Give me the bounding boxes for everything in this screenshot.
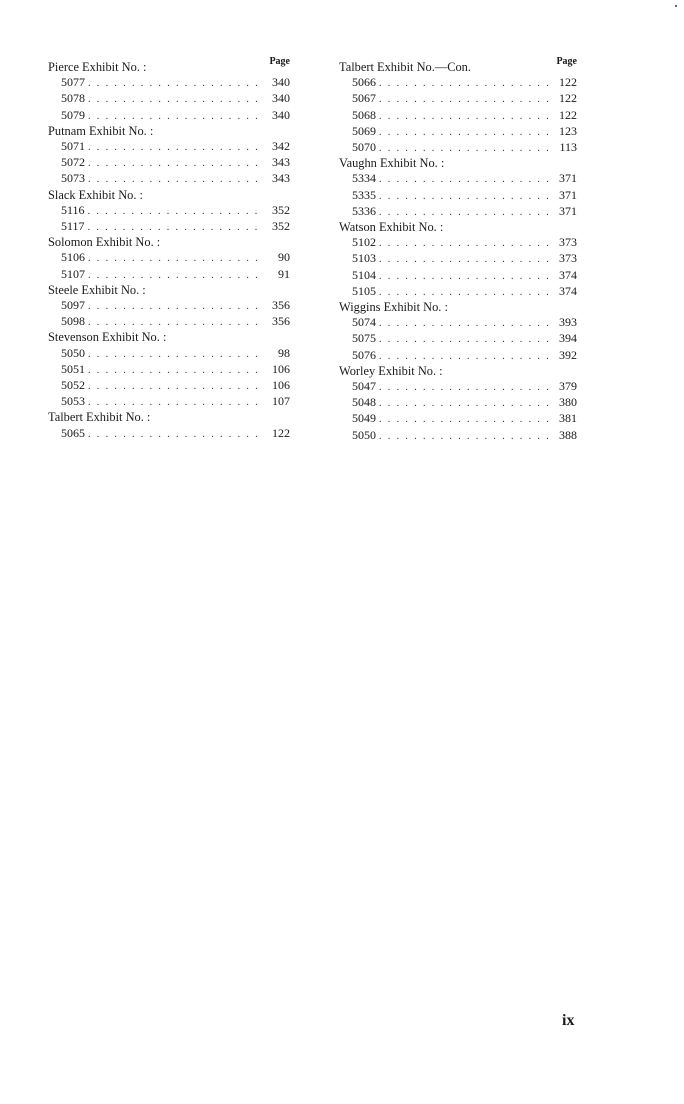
page-number: 98 bbox=[278, 345, 290, 360]
page-number: 342 bbox=[272, 139, 290, 154]
dot-leader bbox=[379, 252, 549, 267]
page-number: 107 bbox=[272, 394, 290, 409]
exhibit-entry bbox=[339, 171, 577, 187]
dot-leader bbox=[88, 109, 262, 124]
exhibit-group-title: Putnam Exhibit No. : bbox=[48, 123, 154, 138]
exhibit-number: 5105 bbox=[352, 283, 376, 298]
exhibit-entry bbox=[48, 346, 290, 362]
page-number: 356 bbox=[272, 314, 290, 329]
page-column-header: Page bbox=[269, 56, 290, 67]
exhibit-group-title: Wiggins Exhibit No. : bbox=[339, 300, 448, 315]
exhibit-number: 5116 bbox=[61, 202, 85, 217]
page-number: 343 bbox=[272, 171, 290, 186]
dot-leader bbox=[379, 92, 549, 107]
exhibit-number: 5077 bbox=[61, 75, 85, 90]
exhibit-entry bbox=[48, 155, 290, 171]
exhibit-entry bbox=[48, 91, 290, 107]
page-number: 113 bbox=[559, 140, 577, 155]
exhibit-entry bbox=[339, 124, 577, 140]
exhibit-entry bbox=[339, 140, 577, 156]
page-number: 123 bbox=[559, 123, 577, 138]
exhibit-number: 5335 bbox=[352, 187, 376, 202]
exhibit-entry bbox=[339, 331, 577, 347]
exhibit-number: 5106 bbox=[61, 250, 85, 265]
dot-leader bbox=[379, 172, 549, 187]
page-number: 106 bbox=[272, 378, 290, 393]
exhibit-entry bbox=[48, 250, 290, 266]
dot-leader bbox=[379, 429, 549, 444]
page-number: 356 bbox=[272, 298, 290, 313]
exhibit-entry bbox=[48, 378, 290, 394]
page-number: 380 bbox=[559, 395, 577, 410]
page-number: 374 bbox=[559, 267, 577, 282]
dot-leader bbox=[379, 189, 549, 204]
exhibit-entry bbox=[339, 268, 577, 284]
dot-leader bbox=[88, 379, 262, 394]
exhibit-group-title: Stevenson Exhibit No. : bbox=[48, 330, 167, 345]
page-number: 340 bbox=[272, 75, 290, 90]
dot-leader bbox=[88, 363, 262, 378]
exhibit-number: 5050 bbox=[61, 345, 85, 360]
page-number: 122 bbox=[559, 91, 577, 106]
exhibit-number: 5047 bbox=[352, 379, 376, 394]
page-number: 91 bbox=[278, 266, 290, 281]
exhibit-number: 5053 bbox=[61, 394, 85, 409]
dot-leader bbox=[88, 140, 262, 155]
page-number: 373 bbox=[559, 235, 577, 250]
page-number: 343 bbox=[272, 155, 290, 170]
exhibit-group-title: Pierce Exhibit No. : bbox=[48, 60, 147, 74]
exhibit-entry bbox=[48, 171, 290, 187]
exhibit-number: 5076 bbox=[352, 347, 376, 362]
dot-leader bbox=[88, 220, 262, 235]
exhibit-number: 5073 bbox=[61, 171, 85, 186]
exhibit-number: 5070 bbox=[352, 140, 376, 155]
exhibit-number: 5075 bbox=[352, 331, 376, 346]
exhibit-number: 5104 bbox=[352, 267, 376, 282]
exhibit-entry bbox=[339, 75, 577, 91]
exhibit-entry bbox=[339, 379, 577, 395]
exhibit-number: 5071 bbox=[61, 139, 85, 154]
page-number: 388 bbox=[559, 427, 577, 442]
dot-leader bbox=[88, 204, 262, 219]
dot-leader bbox=[379, 412, 549, 427]
page-number: 392 bbox=[559, 347, 577, 362]
exhibit-entry bbox=[48, 139, 290, 155]
dot-leader bbox=[379, 76, 549, 91]
page-number: 371 bbox=[559, 203, 577, 218]
exhibit-entry bbox=[339, 348, 577, 364]
page-number: 374 bbox=[559, 283, 577, 298]
exhibit-entry bbox=[339, 91, 577, 107]
dot-leader bbox=[379, 285, 549, 300]
exhibit-group-title: Vaughn Exhibit No. : bbox=[339, 156, 445, 171]
exhibit-entry bbox=[48, 362, 290, 378]
index-column-left bbox=[48, 57, 290, 442]
exhibit-number: 5079 bbox=[61, 107, 85, 122]
exhibit-group-title: Talbert Exhibit No.—Con. bbox=[339, 60, 471, 74]
exhibit-number: 5050 bbox=[352, 427, 376, 442]
exhibit-number: 5068 bbox=[352, 107, 376, 122]
page-number: 381 bbox=[559, 411, 577, 426]
page-number: 373 bbox=[559, 251, 577, 266]
exhibit-groups bbox=[339, 60, 577, 444]
page-number: 106 bbox=[272, 361, 290, 376]
exhibit-entry bbox=[339, 395, 577, 411]
exhibit-entry bbox=[48, 394, 290, 410]
exhibit-number: 5052 bbox=[61, 378, 85, 393]
exhibit-entry bbox=[339, 315, 577, 331]
dot-leader bbox=[379, 205, 549, 220]
exhibit-entry bbox=[339, 204, 577, 220]
exhibit-entry bbox=[48, 203, 290, 219]
dot-leader bbox=[379, 349, 549, 364]
exhibit-number: 5334 bbox=[352, 171, 376, 186]
dot-leader bbox=[379, 125, 549, 140]
dot-leader bbox=[88, 299, 262, 314]
exhibit-entry bbox=[48, 314, 290, 330]
dot-leader bbox=[379, 396, 549, 411]
dot-leader bbox=[88, 76, 262, 91]
dot-leader bbox=[88, 172, 262, 187]
exhibit-number: 5098 bbox=[61, 314, 85, 329]
exhibit-entry bbox=[339, 428, 577, 444]
exhibit-number: 5072 bbox=[61, 155, 85, 170]
dot-leader bbox=[88, 251, 262, 266]
exhibit-entry bbox=[48, 267, 290, 283]
exhibit-group-title: Worley Exhibit No. : bbox=[339, 363, 443, 378]
dot-leader bbox=[379, 332, 549, 347]
exhibit-entry bbox=[339, 235, 577, 251]
exhibit-group-title: Talbert Exhibit No. : bbox=[48, 410, 151, 425]
exhibit-number: 5107 bbox=[61, 266, 85, 281]
dot-leader bbox=[88, 156, 262, 171]
exhibit-number: 5051 bbox=[61, 361, 85, 376]
exhibit-group-title: Watson Exhibit No. : bbox=[339, 220, 444, 235]
page-number: 394 bbox=[559, 331, 577, 346]
exhibit-entry bbox=[339, 188, 577, 204]
dot-leader bbox=[379, 141, 549, 156]
exhibit-group-title: Solomon Exhibit No. : bbox=[48, 235, 161, 250]
dot-leader bbox=[379, 269, 549, 284]
exhibit-number: 5069 bbox=[352, 123, 376, 138]
exhibit-entry bbox=[48, 298, 290, 314]
print-speck bbox=[675, 5, 677, 7]
exhibit-number: 5078 bbox=[61, 91, 85, 106]
page-number: 122 bbox=[272, 425, 290, 440]
exhibit-number: 5065 bbox=[61, 425, 85, 440]
dot-leader bbox=[88, 395, 262, 410]
exhibit-number: 5048 bbox=[352, 395, 376, 410]
page-number: 90 bbox=[278, 250, 290, 265]
exhibit-group-title: Steele Exhibit No. : bbox=[48, 282, 146, 297]
exhibit-number: 5097 bbox=[61, 298, 85, 313]
exhibit-entry bbox=[339, 108, 577, 124]
page-number: 371 bbox=[559, 171, 577, 186]
exhibit-number: 5117 bbox=[61, 219, 85, 234]
page-folio: ix bbox=[562, 1012, 575, 1029]
page-number: 340 bbox=[272, 91, 290, 106]
dot-leader bbox=[379, 380, 549, 395]
exhibit-entry bbox=[48, 108, 290, 124]
exhibit-entry bbox=[339, 284, 577, 300]
index-column-right bbox=[339, 57, 577, 444]
dot-leader bbox=[88, 315, 262, 330]
dot-leader bbox=[88, 427, 262, 442]
exhibit-entry bbox=[339, 251, 577, 267]
exhibit-entry bbox=[48, 75, 290, 91]
page-number: 393 bbox=[559, 315, 577, 330]
exhibit-groups bbox=[48, 60, 290, 442]
page-number: 379 bbox=[559, 379, 577, 394]
page-column-header: Page bbox=[556, 56, 577, 67]
dot-leader bbox=[379, 236, 549, 251]
exhibit-entry bbox=[339, 411, 577, 427]
dot-leader bbox=[379, 316, 549, 331]
page-number: 340 bbox=[272, 107, 290, 122]
exhibit-number: 5103 bbox=[352, 251, 376, 266]
page-number: 122 bbox=[559, 107, 577, 122]
page-number: 371 bbox=[559, 187, 577, 202]
page-number: 352 bbox=[272, 219, 290, 234]
exhibit-number: 5074 bbox=[352, 315, 376, 330]
exhibit-number: 5102 bbox=[352, 235, 376, 250]
exhibit-number: 5067 bbox=[352, 91, 376, 106]
page-number: 122 bbox=[559, 75, 577, 90]
page-number: 352 bbox=[272, 202, 290, 217]
exhibit-number: 5336 bbox=[352, 203, 376, 218]
exhibit-number: 5049 bbox=[352, 411, 376, 426]
dot-leader bbox=[88, 92, 262, 107]
dot-leader bbox=[379, 109, 549, 124]
dot-leader bbox=[88, 268, 262, 283]
exhibit-number: 5066 bbox=[352, 75, 376, 90]
exhibit-group-title: Slack Exhibit No. : bbox=[48, 187, 143, 202]
dot-leader bbox=[88, 347, 262, 362]
exhibit-entry bbox=[48, 426, 290, 442]
exhibit-entry bbox=[48, 219, 290, 235]
